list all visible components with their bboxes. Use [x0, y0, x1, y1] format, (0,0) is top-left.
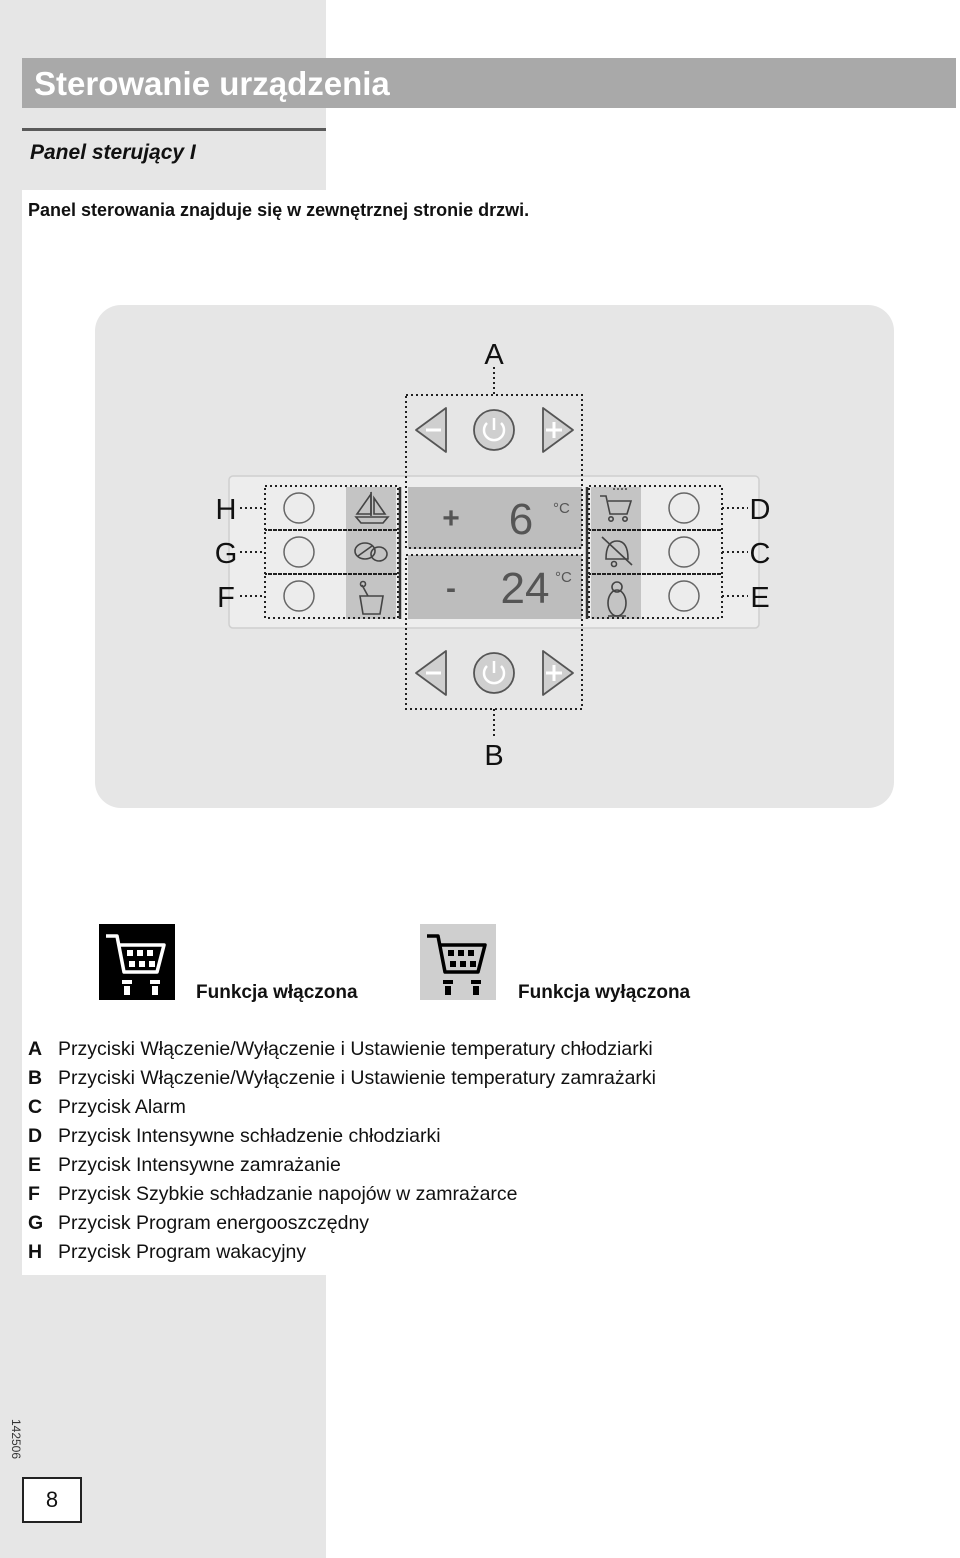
- callout-e: E: [750, 582, 770, 614]
- legend-key: H: [28, 1241, 43, 1263]
- freezer-display: [408, 555, 582, 619]
- freezer-display-unit: °C: [555, 569, 572, 586]
- legend-list: [28, 1038, 656, 1270]
- fridge-display: [408, 487, 582, 549]
- legend-key: A: [28, 1038, 43, 1060]
- legend-item: [28, 1067, 656, 1096]
- fridge-minus-button[interactable]: [416, 408, 446, 452]
- cart-function-off-icon: [420, 924, 496, 1000]
- page-title: Sterowanie urządzenia: [34, 65, 390, 102]
- legend-key: F: [28, 1183, 40, 1205]
- legend-item: [28, 1125, 656, 1154]
- function-on-label: Funkcja włączona: [196, 982, 358, 1003]
- document-number: 142506: [9, 1418, 23, 1460]
- holiday-program-button[interactable]: [284, 493, 314, 523]
- fridge-plus-button[interactable]: [543, 408, 573, 452]
- legend-text: Przycisk Szybkie schładzanie napojów w zamrażarce: [58, 1183, 518, 1205]
- legend-item: [28, 1212, 656, 1241]
- fridge-power-button[interactable]: [474, 410, 514, 450]
- legend-key: G: [28, 1212, 44, 1234]
- right-icon-column: [591, 487, 641, 619]
- eco-program-button[interactable]: [284, 537, 314, 567]
- cart-function-on-icon: [99, 924, 175, 1000]
- legend-item: [28, 1241, 656, 1270]
- legend-key: B: [28, 1067, 43, 1089]
- function-off-label: Funkcja wyłączona: [518, 982, 691, 1003]
- callout-g: G: [214, 538, 238, 570]
- legend-key: C: [28, 1096, 43, 1118]
- callout-h: H: [215, 494, 237, 526]
- legend-text: Przycisk Intensywne zamrażanie: [58, 1154, 341, 1176]
- page-number-box: [22, 1477, 82, 1523]
- legend-text: Przycisk Program energooszczędny: [58, 1212, 370, 1234]
- legend-text: Przyciski Włączenie/Wyłączenie i Ustawienie temperatury chłodziarki: [58, 1038, 653, 1060]
- fridge-display-sign: +: [442, 502, 460, 535]
- legend-key: D: [28, 1125, 43, 1147]
- intensive-freezing-button[interactable]: [669, 581, 699, 611]
- alarm-button[interactable]: [669, 537, 699, 567]
- intro-text: Panel sterowania znajduje się w zewnętrznej stronie drzwi.: [28, 200, 530, 220]
- freezer-minus-button[interactable]: [416, 651, 446, 695]
- fridge-intensive-cooling-button[interactable]: [669, 493, 699, 523]
- freezer-plus-button[interactable]: [543, 651, 573, 695]
- callout-f: F: [217, 582, 235, 614]
- freezer-power-button[interactable]: [474, 653, 514, 693]
- legend-text: Przycisk Program wakacyjny: [58, 1241, 307, 1263]
- quick-drinks-cooling-button[interactable]: [284, 581, 314, 611]
- legend-item: [28, 1183, 656, 1212]
- callout-d: D: [749, 494, 771, 526]
- section-subtitle: Panel sterujący I: [30, 141, 196, 164]
- freezer-display-sign: -: [446, 572, 456, 605]
- legend-item: [28, 1038, 656, 1067]
- freezer-display-value: 24: [500, 564, 550, 613]
- callout-a: A: [484, 339, 504, 371]
- page-number: 8: [45, 1487, 59, 1512]
- legend-text: Przycisk Intensywne schładzenie chłodziarki: [58, 1125, 441, 1147]
- legend-key: E: [28, 1154, 42, 1176]
- callout-c: C: [749, 538, 771, 570]
- fridge-display-unit: °C: [553, 500, 570, 517]
- legend-item: [28, 1096, 656, 1125]
- legend-text: Przyciski Włączenie/Wyłączenie i Ustawienie temperatury zamrażarki: [58, 1067, 656, 1089]
- legend-item: [28, 1154, 656, 1183]
- callout-b: B: [484, 740, 504, 772]
- fridge-display-value: 6: [508, 495, 534, 544]
- legend-text: Przycisk Alarm: [58, 1096, 186, 1118]
